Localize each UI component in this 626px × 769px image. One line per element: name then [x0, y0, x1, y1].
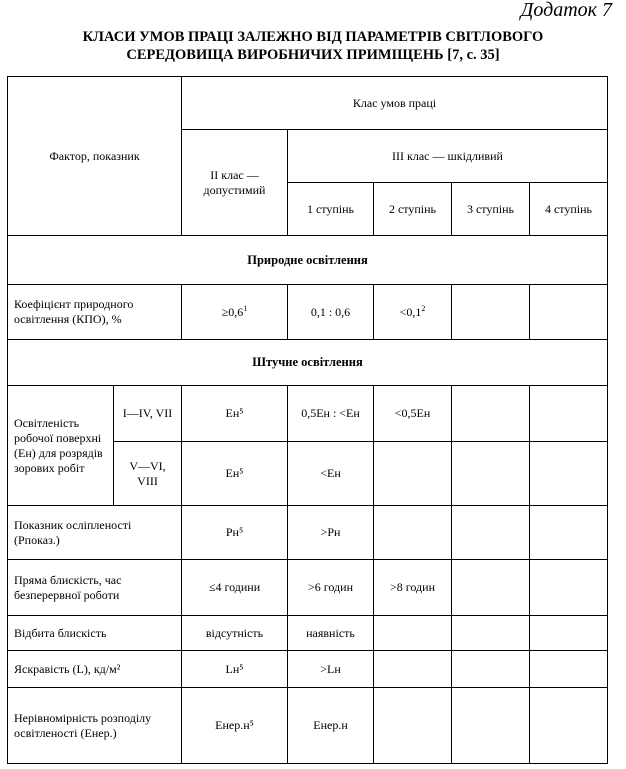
header-class-3: III клас — шкідливий — [288, 130, 608, 183]
row-unevenness-degree2 — [374, 688, 452, 764]
conditions-table — [7, 76, 608, 764]
section-artificial-lighting: Штучне освітлення — [8, 340, 608, 386]
row-kpo-degree3 — [452, 285, 530, 340]
row-reflected-glare-label: Відбита блискість — [8, 616, 182, 651]
header-degree-4: 4 ступінь — [530, 183, 608, 236]
row-illum-r1-degree1: 0,5Eн : <Eн — [288, 386, 374, 442]
row-glare-degree1: >Рн — [288, 506, 374, 560]
row-brightness-degree3 — [452, 651, 530, 688]
row-direct-degree3 — [452, 560, 530, 616]
row-glare-degree4 — [530, 506, 608, 560]
row-brightness-degree4 — [530, 651, 608, 688]
row-kpo-class2: $\ge 0,6^1$ — [182, 285, 288, 340]
row-brightness-degree1: >Lн — [288, 651, 374, 688]
row-direct-degree1: >6 годин — [288, 560, 374, 616]
row-unevenness-class2: Eнер.н⁵ — [182, 688, 288, 764]
section-natural-lighting: Природне освітлення — [8, 236, 608, 285]
row-kpo-label: Коефіцієнт природного освітлення (КПО), % — [8, 285, 182, 340]
header-degree-1: 1 ступінь — [288, 183, 374, 236]
row-illum-r1-degree4 — [530, 386, 608, 442]
row-unevenness-degree1: Eнер.н — [288, 688, 374, 764]
row-direct-glare-label: Пряма блискість, час безперервної роботи — [8, 560, 182, 616]
row-unevenness-label: Нерівномірність розподілу освітленості (Eнер.) — [8, 688, 182, 764]
row-illum-r2-degree4 — [530, 442, 608, 506]
row-reflect-degree4 — [530, 616, 608, 651]
row-illum-r2-class2: Eн⁵ — [182, 442, 288, 506]
row-kpo-degree4 — [530, 285, 608, 340]
row-illum-r1-class2: Eн⁵ — [182, 386, 288, 442]
row-glare-class2: Рн⁵ — [182, 506, 288, 560]
row-reflect-degree1: наявність — [288, 616, 374, 651]
row-kpo-degree2: $<0,1^2$ — [374, 285, 452, 340]
row-illum-r2-degree1: <Eн — [288, 442, 374, 506]
row-glare-degree3 — [452, 506, 530, 560]
document-title — [0, 28, 626, 64]
row-illum-rank-2: V—VI, VIII — [114, 442, 182, 506]
row-illum-r2-degree2 — [374, 442, 452, 506]
header-conditions-class: Клас умов праці — [182, 77, 608, 130]
row-glare-label: Показник осліпленості (Рпоказ.) — [8, 506, 182, 560]
row-reflect-class2: відсутність — [182, 616, 288, 651]
row-direct-degree4 — [530, 560, 608, 616]
row-illum-r1-degree3 — [452, 386, 530, 442]
row-direct-degree2: >8 годин — [374, 560, 452, 616]
row-brightness-degree2 — [374, 651, 452, 688]
row-kpo-degree1: 0,1 : 0,6 — [288, 285, 374, 340]
header-factor: Фактор, показник — [8, 77, 182, 236]
title-line-2: СЕРЕДОВИЩА ВИРОБНИЧИХ ПРИМІЩЕНЬ [7, с. 35] — [126, 47, 500, 63]
row-illum-label: Освітленість робочої поверхні (Eн) для розрядів зорових робіт — [8, 386, 114, 506]
row-brightness-label: Яскравість (L), кд/м² — [8, 651, 182, 688]
row-illum-r1-degree2: <0,5Eн — [374, 386, 452, 442]
row-reflect-degree3 — [452, 616, 530, 651]
row-brightness-class2: Lн⁵ — [182, 651, 288, 688]
appendix-label: Додаток 7 — [520, 0, 612, 21]
row-glare-degree2 — [374, 506, 452, 560]
header-degree-2: 2 ступінь — [374, 183, 452, 236]
row-unevenness-degree4 — [530, 688, 608, 764]
row-illum-r2-degree3 — [452, 442, 530, 506]
row-reflect-degree2 — [374, 616, 452, 651]
header-class-2: II клас — допустимий — [182, 130, 288, 236]
row-unevenness-degree3 — [452, 688, 530, 764]
title-line-1: КЛАСИ УМОВ ПРАЦІ ЗАЛЕЖНО ВІД ПАРАМЕТРІВ СВІТЛОВОГО — [82, 29, 544, 45]
row-illum-rank-1: I—IV, VII — [114, 386, 182, 442]
header-degree-3: 3 ступінь — [452, 183, 530, 236]
row-direct-class2: ≤4 години — [182, 560, 288, 616]
